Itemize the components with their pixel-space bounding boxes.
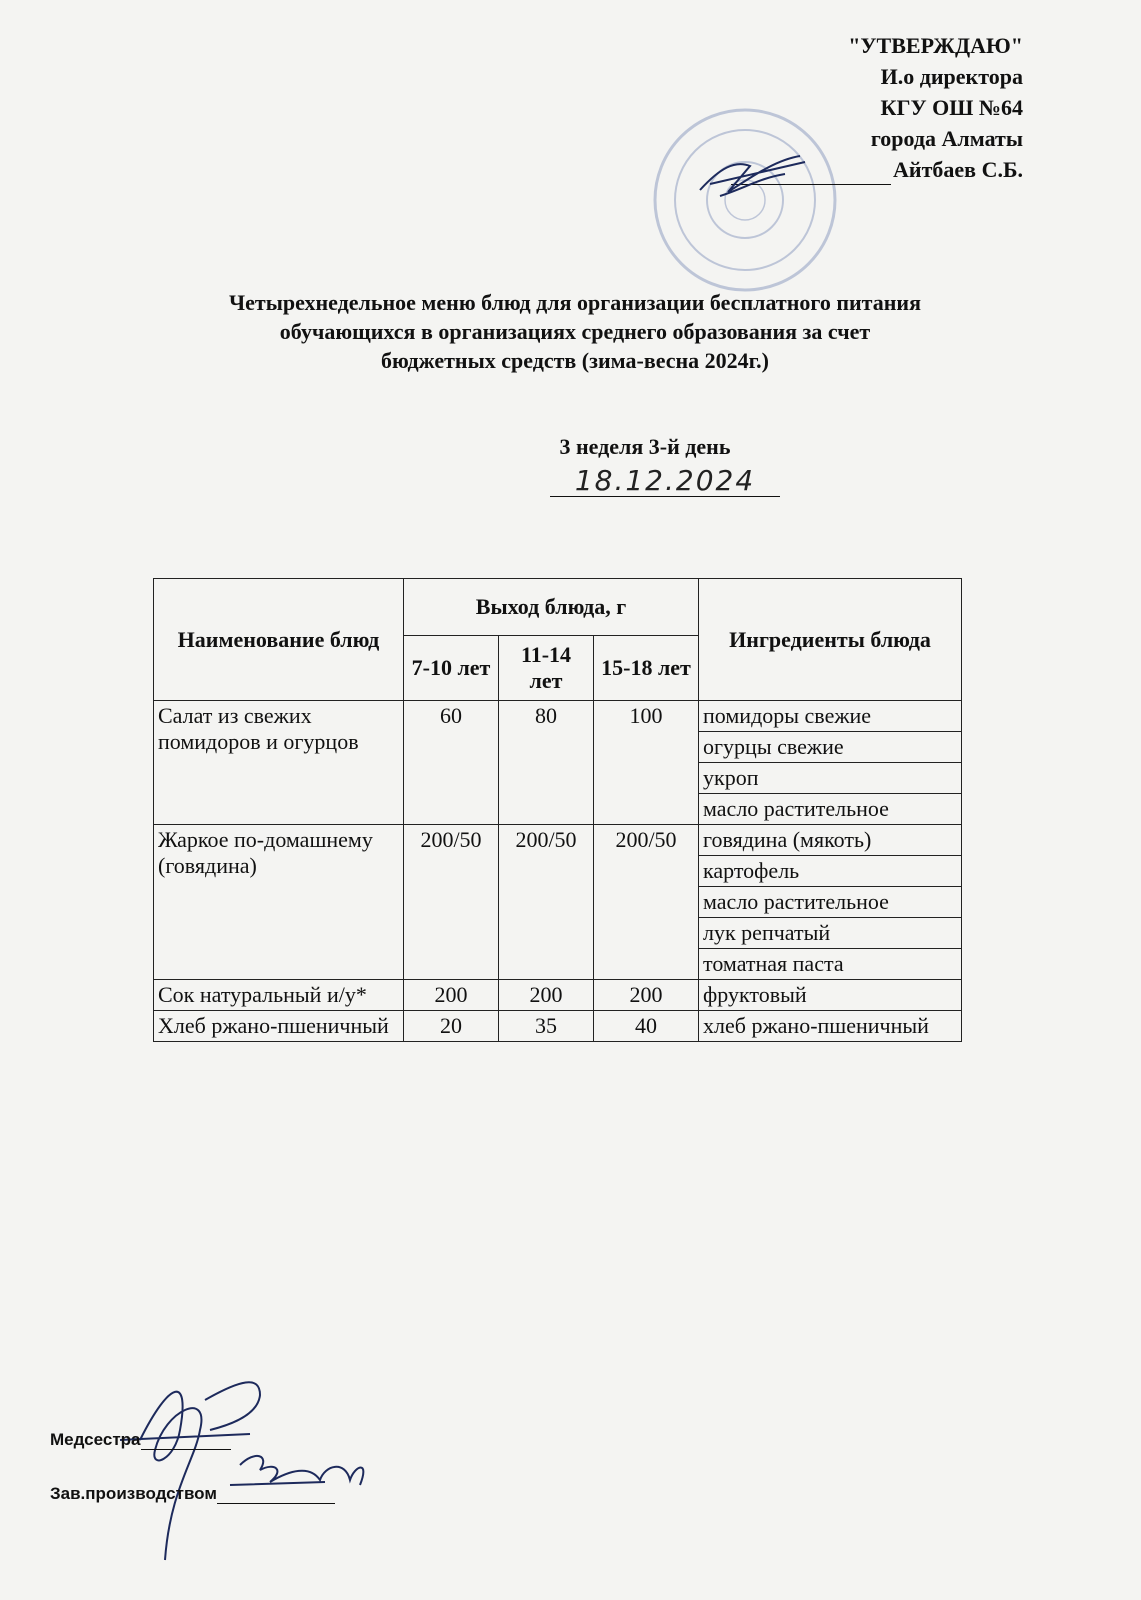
yield-11-14: 80: [499, 701, 594, 825]
ingredient: лук репчатый: [699, 918, 962, 949]
ingredient: томатная паста: [699, 949, 962, 980]
yield-15-18: 100: [594, 701, 699, 825]
header-yield: Выход блюда, г: [404, 579, 699, 636]
header-dish: Наименование блюд: [154, 579, 404, 701]
ingredient: помидоры свежие: [699, 701, 962, 732]
title-line-2: обучающихся в организациях среднего образования за счет: [279, 319, 871, 344]
ingredient: хлеб ржано-пшеничный: [699, 1011, 962, 1042]
header-row: [154, 579, 962, 636]
dish-name: Сок натуральный и/у*: [154, 980, 404, 1011]
ingredient: фруктовый: [699, 980, 962, 1011]
table-row: [154, 825, 962, 856]
header-age-11-14: 11-14 лет: [499, 636, 594, 701]
yield-7-10: 200/50: [404, 825, 499, 980]
handwritten-date: 18.12.2024: [550, 466, 780, 497]
document-title: [120, 288, 1030, 375]
dish-name: Хлеб ржано-пшеничный: [154, 1011, 404, 1042]
ingredient: говядина (мякоть): [699, 825, 962, 856]
menu-table: [153, 578, 962, 1042]
nurse-label: Медсестра: [50, 1430, 141, 1449]
yield-7-10: 20: [404, 1011, 499, 1042]
title-line-3: бюджетных средств (зима-весна 2024г.): [380, 348, 770, 373]
yield-7-10: 200: [404, 980, 499, 1011]
ingredient: масло растительное: [699, 887, 962, 918]
ingredient: масло растительное: [699, 794, 962, 825]
yield-11-14: 200/50: [499, 825, 594, 980]
approval-name: Айтбаев С.Б.: [893, 157, 1023, 182]
yield-15-18: 40: [594, 1011, 699, 1042]
signature-line: [217, 1485, 335, 1504]
ingredient: картофель: [699, 856, 962, 887]
yield-15-18: 200/50: [594, 825, 699, 980]
ingredient: огурцы свежие: [699, 732, 962, 763]
approval-city: города Алматы: [870, 126, 1023, 151]
title-line-1: Четырехнедельное меню блюд для организации бесплатного питания: [228, 290, 921, 315]
dish-name: Салат из свежих помидоров и огурцов: [154, 701, 404, 825]
ingredient: укроп: [699, 763, 962, 794]
header-age-7-10: 7-10 лет: [404, 636, 499, 701]
table-row: [154, 980, 962, 1011]
approval-org: КГУ ОШ №64: [880, 95, 1023, 120]
table-row: [154, 701, 962, 732]
director-signature: [690, 148, 830, 208]
dish-name: Жаркое по-домашнему (говядина): [154, 825, 404, 980]
header-ingredients: Ингредиенты блюда: [699, 579, 962, 701]
yield-11-14: 200: [499, 980, 594, 1011]
signature-line: [141, 1431, 231, 1450]
approval-heading: "УТВЕРЖДАЮ": [848, 33, 1023, 58]
production-label: Зав.производством: [50, 1484, 217, 1503]
footer-signatures: [110, 1370, 370, 1570]
table-row: [154, 1011, 962, 1042]
yield-15-18: 200: [594, 980, 699, 1011]
approval-position: И.о директора: [880, 64, 1023, 89]
yield-7-10: 60: [404, 701, 499, 825]
nurse-signature-row: [50, 1430, 231, 1450]
production-signature-row: [50, 1484, 335, 1504]
yield-11-14: 35: [499, 1011, 594, 1042]
header-age-15-18: 15-18 лет: [594, 636, 699, 701]
week-day-label: 3 неделя 3-й день: [559, 434, 731, 459]
